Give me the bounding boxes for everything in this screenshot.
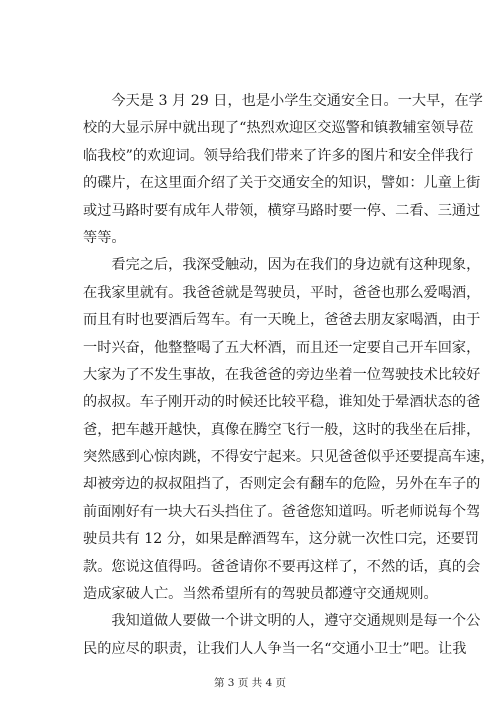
text-line: 突然感到心惊肉跳，不得安宁起来。只见爸爸似乎还要提高车速， — [83, 449, 495, 466]
text-line: 款。您说这值得吗。爸爸请你不要再这样了，不然的话，真的会 — [83, 558, 481, 575]
text-line: 校的大显示屏中就出现了“热烈欢迎区交巡警和镇教辅室领导莅 — [83, 120, 474, 137]
text-line: 爸，把车越开越快，真像在腾空飞行一般，这时的我坐在后排， — [83, 421, 481, 438]
paragraph-3 — [83, 608, 481, 663]
text-line: 民的应尽的职责，让我们人人争当一名“交通小卫士”吧。让我 — [83, 640, 467, 657]
text-line: 驶员共有 12 分，如果是醉酒驾车，这分就一次性口完，还要罚 — [83, 531, 479, 548]
text-line: 看完之后，我深受触动，因为在我们的身边就有这种现象， — [111, 257, 481, 274]
text-line: 或过马路时要有成年人带领，横穿马路时要一停、二看、三通过 — [83, 202, 481, 219]
text-line: 前面刚好有一块大石头挡住了。爸爸您知道吗。听老师说每个驾 — [83, 503, 481, 520]
text-line: 的叔叔。车子刚开动的时候还比较平稳，谁知处于晕酒状态的爸 — [83, 394, 481, 411]
text-line: 在我家里就有。我爸爸就是驾驶员，平时，爸爸也那么爱喝酒， — [83, 284, 481, 301]
text-line: 的碟片，在这里面介绍了关于交通安全的知识，譬如：儿童上街 — [83, 175, 481, 192]
text-line: 造成家破人亡。当然希望所有的驾驶员都遵守交通规则。 — [83, 586, 438, 603]
text-line: 临我校”的欢迎词。领导给我们带来了许多的图片和安全伴我行 — [83, 147, 474, 164]
paragraph-1 — [83, 88, 483, 252]
text-line: 大家为了不发生事故，在我爸爸的旁边坐着一位驾驶技术比较好 — [83, 366, 481, 383]
text-line: 一时兴奋，他整整喝了五大杯酒，而且还一定要自己开车回家， — [83, 339, 481, 356]
page-footer: 第 3 页 共 4 页 — [213, 677, 287, 689]
body-text — [83, 88, 495, 663]
text-line: 今天是 3 月 29 日，也是小学生交通安全日。一大早，在学 — [111, 93, 483, 109]
text-line: 我知道做人要做一个讲文明的人，遵守交通规则是每一个公 — [111, 613, 481, 630]
text-line: 却被旁边的叔叔阻挡了，否则定会有翻车的危险，另外在车子的 — [83, 476, 481, 493]
text-line: 等等。 — [83, 229, 126, 246]
paragraph-2 — [83, 252, 495, 608]
text-line: 而且有时也要酒后驾车。有一天晚上，爸爸去朋友家喝酒，由于 — [83, 312, 481, 329]
